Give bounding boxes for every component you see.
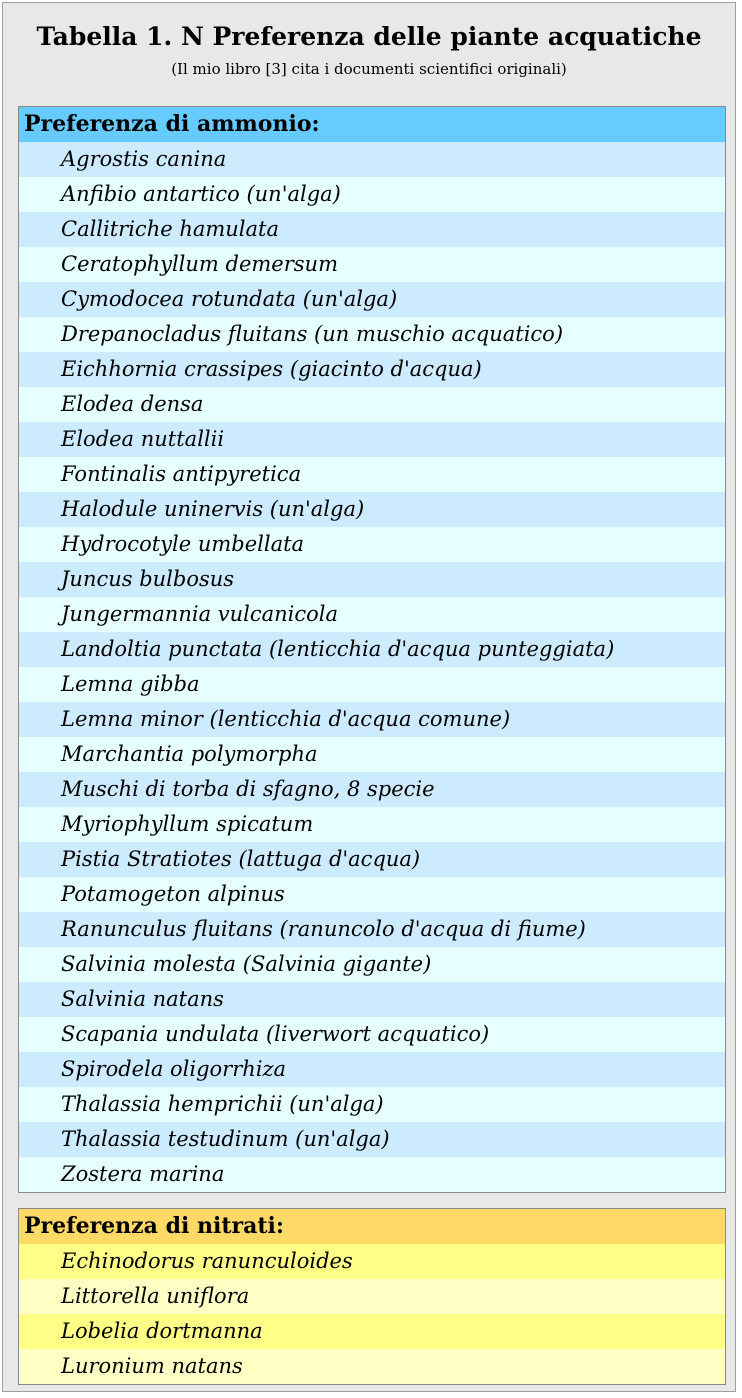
table-row: Thalassia testudinum (un'alga)	[19, 1122, 725, 1157]
table-row: Hydrocotyle umbellata	[19, 527, 725, 562]
nitrate-table-rows	[19, 1244, 725, 1384]
table-row: Ranunculus fluitans (ranuncolo d'acqua di fiume)	[19, 912, 725, 947]
table-row: Landoltia punctata (lenticchia d'acqua punteggiata)	[19, 632, 725, 667]
table-row: Lemna gibba	[19, 667, 725, 702]
table-row: Agrostis canina	[19, 142, 725, 177]
table-row: Elodea densa	[19, 387, 725, 422]
table-row: Cymodocea rotundata (un'alga)	[19, 282, 725, 317]
ammonium-table-rows	[19, 142, 725, 1192]
table-row: Pistia Stratiotes (lattuga d'acqua)	[19, 842, 725, 877]
table-row: Halodule uninervis (un'alga)	[19, 492, 725, 527]
table-row: Salvinia molesta (Salvinia gigante)	[19, 947, 725, 982]
nitrate-table	[18, 1208, 726, 1385]
table-row: Thalassia hemprichii (un'alga)	[19, 1087, 725, 1122]
page-title: Tabella 1. N Preferenza delle piante acquatiche	[36, 22, 702, 51]
table-row: Echinodorus ranunculoides	[19, 1244, 725, 1279]
table-row: Potamogeton alpinus	[19, 877, 725, 912]
table-row: Ceratophyllum demersum	[19, 247, 725, 282]
table-row: Littorella uniflora	[19, 1279, 725, 1314]
table-row: Drepanocladus fluitans (un muschio acquatico)	[19, 317, 725, 352]
table-row: Lemna minor (lenticchia d'acqua comune)	[19, 702, 725, 737]
nitrate-table-header: Preferenza di nitrati:	[19, 1209, 725, 1244]
table-row: Lobelia dortmanna	[19, 1314, 725, 1349]
table-row: Callitriche hamulata	[19, 212, 725, 247]
table-row: Scapania undulata (liverwort acquatico)	[19, 1017, 725, 1052]
ammonium-table-header: Preferenza di ammonio:	[19, 107, 725, 142]
table-row: Marchantia polymorpha	[19, 737, 725, 772]
table-panel	[2, 2, 736, 1392]
table-row: Luronium natans	[19, 1349, 725, 1384]
table-row: Spirodela oligorrhiza	[19, 1052, 725, 1087]
table-row: Jungermannia vulcanicola	[19, 597, 725, 632]
table-row: Juncus bulbosus	[19, 562, 725, 597]
page-subtitle: (Il mio libro [3] cita i documenti scientifici originali)	[171, 60, 567, 78]
ammonium-table	[18, 106, 726, 1193]
table-row: Muschi di torba di sfagno, 8 specie	[19, 772, 725, 807]
table-row: Eichhornia crassipes (giacinto d'acqua)	[19, 352, 725, 387]
table-row: Salvinia natans	[19, 982, 725, 1017]
table-row: Myriophyllum spicatum	[19, 807, 725, 842]
table-row: Anfibio antartico (un'alga)	[19, 177, 725, 212]
table-row: Elodea nuttallii	[19, 422, 725, 457]
table-row: Fontinalis antipyretica	[19, 457, 725, 492]
table-row: Zostera marina	[19, 1157, 725, 1192]
